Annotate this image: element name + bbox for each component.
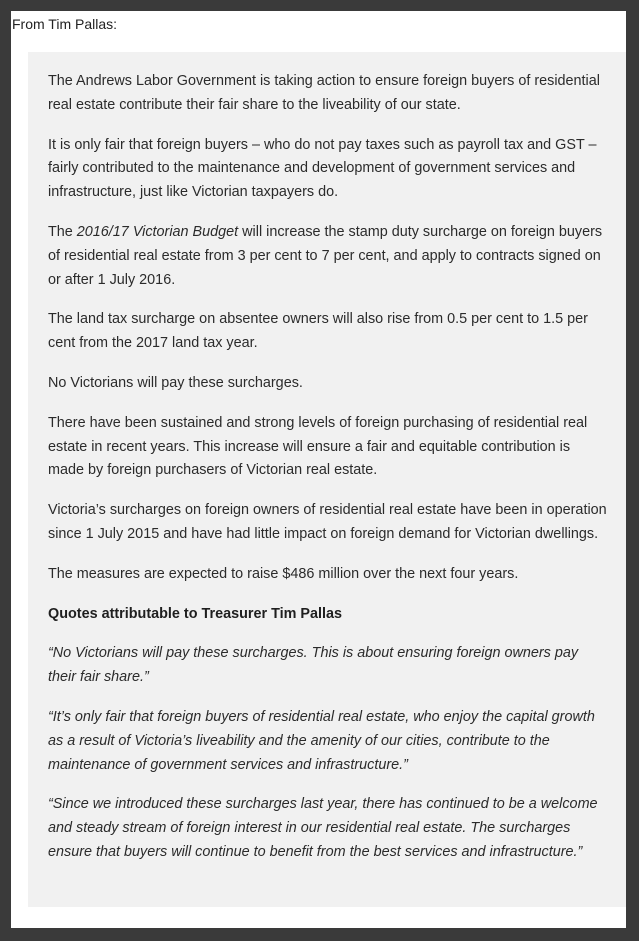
paragraph-4: The land tax surcharge on absentee owners will also rise from 0.5 per cent to 1.5 per cent from the 2017 land tax year. bbox=[48, 311, 588, 352]
paragraph-3-start: The bbox=[48, 223, 77, 240]
paragraph-1: The Andrews Labor Government is taking action to ensure foreign buyers of residential real estate contribute their fair share to the liveability of our state. bbox=[48, 73, 600, 113]
blockquote bbox=[28, 52, 626, 907]
paragraph-8: The measures are expected to raise $486 million over the next four years. bbox=[48, 565, 519, 582]
quote-2: “It’s only fair that foreign buyers of residential real estate, who enjoy the capital growth as a result of Victoria’s liveability and the amenity of our cities, contribute to the maintenance of government services and infrastructure.” bbox=[48, 708, 595, 773]
paragraph-7: Victoria’s surcharges on foreign owners of residential real estate have been in operation since 1 July 2015 and have had little impact on foreign demand for Victorian dwellings. bbox=[48, 502, 607, 542]
paragraph-2: It is only fair that foreign buyers – who do not pay taxes such as payroll tax and GST – fairly contributed to the maintenance and development of government services and infrastructure, just like Victorian taxpayers do. bbox=[48, 136, 597, 201]
paragraph-5: No Victorians will pay these surcharges. bbox=[48, 374, 303, 391]
quote-3: “Since we introduced these surcharges last year, there has continued to be a welcome and steady stream of foreign interest in our residential real estate. The surcharges ensure that buyers will continue to benefit from the best services and infrastructure.” bbox=[48, 796, 598, 860]
budget-title: 2016/17 Victorian Budget bbox=[76, 223, 239, 240]
paragraph-3-end: will increase the stamp duty surcharge on foreign buyers of residential real estate from 3 per cent to 7 per cent, and apply to contracts signed on or after 1 July 2016. bbox=[48, 223, 603, 288]
paragraph-3 bbox=[48, 221, 608, 292]
blockquote-content bbox=[48, 70, 608, 881]
document-page bbox=[11, 11, 626, 928]
quotes-heading: Quotes attributable to Treasurer Tim Pallas bbox=[48, 605, 343, 622]
paragraph-6: There have been sustained and strong levels of foreign purchasing of residential real estate in recent years. This increase will ensure a fair and equitable contribution is made by foreign purchasers of Victorian real estate. bbox=[48, 414, 588, 479]
intro-line: From Tim Pallas: bbox=[12, 16, 118, 32]
quote-1: “No Victorians will pay these surcharges. This is about ensuring foreign owners pay their fair share.” bbox=[48, 645, 579, 686]
